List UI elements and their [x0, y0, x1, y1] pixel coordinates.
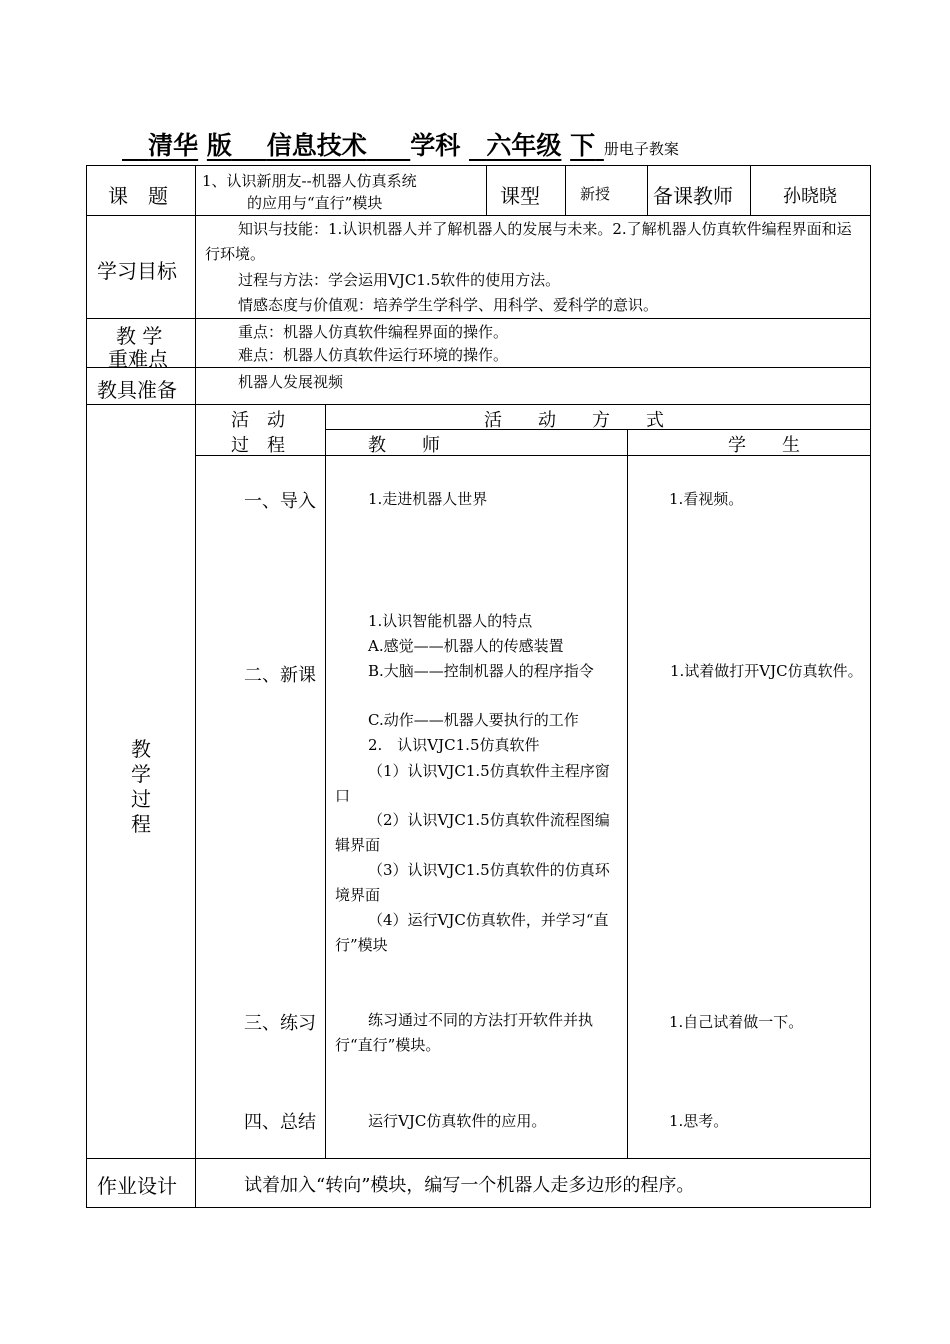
title-gap-2 — [367, 131, 411, 160]
vline-typeval-end — [647, 165, 648, 216]
title-pre-space — [122, 131, 148, 160]
stage-new-teacher-4: C.动作——机器人要执行的工作 — [368, 711, 579, 729]
col-mode-header: 活 动 方 式 — [484, 410, 664, 431]
topic-line-2: 的应用与“直行”模块 — [247, 194, 383, 212]
hline-before-homework — [86, 1158, 871, 1159]
tools-value: 机器人发展视频 — [238, 373, 344, 391]
lesson-type-label: 课型 — [500, 184, 540, 208]
vline-label-col — [195, 165, 196, 1208]
stage-new-teacher-3: B.大脑——控制机器人的程序指令 — [368, 662, 594, 680]
title-gap-3 — [469, 131, 486, 160]
vline-type-end — [565, 165, 566, 216]
stage-summary-teacher-1: 运行VJC仿真软件的应用。 — [368, 1112, 547, 1130]
title-subject-name: 信息技术 — [266, 131, 367, 160]
col-teacher-header: 教 师 — [368, 435, 440, 456]
vline-teacher-label-end — [750, 165, 751, 216]
goals-label: 学习目标 — [97, 259, 177, 283]
homework-value: 试着加入“转向”模块，编写一个机器人走多边形的程序。 — [244, 1175, 695, 1196]
vline-teacher-student — [627, 429, 628, 1158]
stage-new-teacher-1: 1.认识智能机器人的特点 — [368, 612, 533, 630]
difficult-point: 难点：机器人仿真软件运行环境的操作。 — [238, 346, 509, 364]
stage-practice-student: 1.自己试着做一下。 — [669, 1013, 804, 1031]
process-label-char-2: 学 — [131, 762, 151, 786]
process-label-char-1: 教 — [131, 737, 151, 761]
stage-new-teacher-8: （3）认识VJC1.5仿真软件的仿真环境界面 — [335, 861, 610, 904]
title-grade: 六年级 — [486, 131, 562, 160]
topic-label: 课 题 — [108, 184, 168, 208]
document-title — [122, 126, 679, 162]
key-label-line-2: 重难点 — [108, 347, 168, 371]
stage-practice-teacher-1: 练习通过不同的方法打开软件并执行“直行”模块。 — [335, 1011, 594, 1054]
homework-label: 作业设计 — [97, 1174, 177, 1198]
title-gap-1 — [232, 131, 267, 160]
title-term: 下 — [570, 131, 596, 160]
process-label-char-3: 过 — [131, 787, 151, 811]
hline-top — [86, 165, 871, 166]
col-stage-header-1: 活 动 — [231, 410, 285, 431]
key-label-line-1: 教 学 — [116, 324, 163, 348]
process-label-char-4: 程 — [131, 812, 151, 836]
vline-topic-end — [486, 165, 487, 216]
title-suffix: 册电子教案 — [603, 140, 679, 158]
stage-new-teacher-2: A.感觉——机器人的传感装置 — [368, 637, 564, 655]
col-stage-header-2: 过 程 — [231, 435, 285, 456]
stage-new-teacher-7: （2）认识VJC1.5仿真软件流程图编辑界面 — [335, 811, 610, 854]
goals-process: 过程与方法：学会运用VJC1.5软件的使用方法。 — [238, 271, 561, 289]
teacher-value: 孙晓晓 — [783, 186, 837, 207]
hline-after-key — [86, 367, 871, 368]
stage-intro-student: 1.看视频。 — [669, 490, 744, 508]
stage-name-new: 二、新课 — [244, 665, 316, 686]
stage-new-teacher-5: 2. 认识VJC1.5仿真软件 — [368, 736, 540, 754]
topic-line-1: 1、认识新朋友--机器人仿真系统 — [202, 172, 417, 190]
vline-stage-col — [325, 404, 326, 1158]
stage-name-practice: 三、练习 — [244, 1013, 316, 1034]
stage-summary-student: 1.思考。 — [669, 1112, 729, 1130]
title-gap-4 — [595, 131, 604, 160]
stage-name-summary: 四、总结 — [244, 1112, 316, 1133]
teacher-label: 备课教师 — [653, 184, 733, 208]
stage-name-intro: 一、导入 — [244, 491, 316, 512]
title-publisher: 清华 — [148, 131, 199, 160]
title-subject-word: 学科 — [410, 131, 461, 160]
tools-label: 教具准备 — [97, 378, 177, 402]
hline-after-tools — [86, 404, 871, 405]
vline-left — [86, 165, 87, 1208]
stage-new-teacher-9: （4）运行VJC仿真软件，并学习“直行”模块 — [335, 911, 609, 954]
hline-after-topic — [86, 215, 871, 216]
hline-after-goals — [86, 318, 871, 319]
goals-knowledge: 知识与技能：1.认识机器人并了解机器人的发展与未来。2.了解机器人仿真软件编程界面和运行环境。 — [205, 220, 852, 263]
col-student-header: 学 生 — [728, 435, 800, 456]
stage-new-teacher-6: （1）认识VJC1.5仿真软件主程序窗口 — [335, 762, 610, 805]
vline-right — [870, 165, 871, 1208]
title-edition: 版 — [206, 131, 232, 160]
stage-intro-teacher-1: 1.走进机器人世界 — [368, 490, 488, 508]
hline-bottom — [86, 1207, 871, 1208]
stage-new-student: 1.试着做打开VJC仿真软件。 — [670, 662, 863, 680]
goals-emotion: 情感态度与价值观：培养学生学科学、用科学、爱科学的意识。 — [238, 296, 659, 314]
lesson-type-value: 新授 — [580, 185, 611, 203]
key-point: 重点：机器人仿真软件编程界面的操作。 — [238, 323, 509, 341]
